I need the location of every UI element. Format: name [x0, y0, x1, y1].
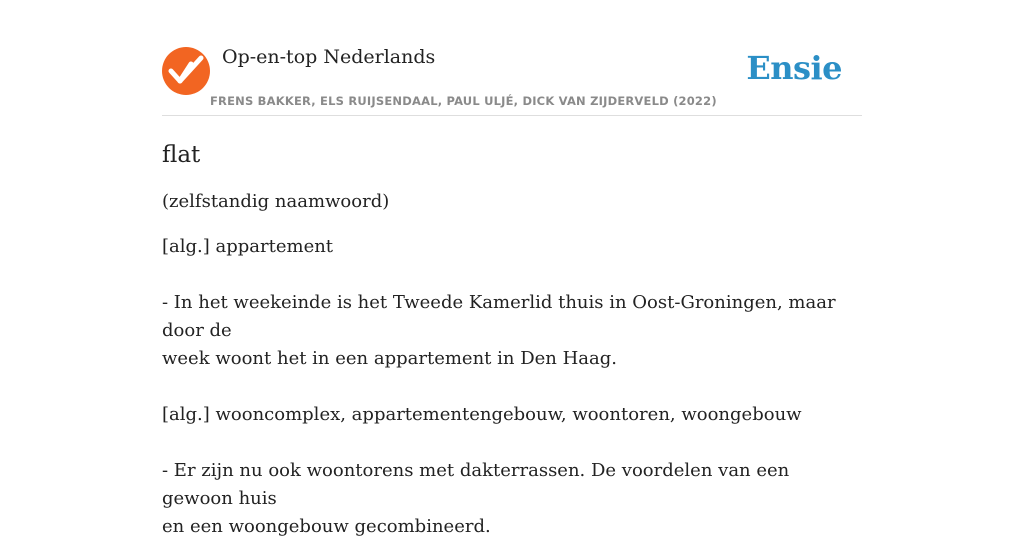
example-1-line-2: week woont het in een appartement in Den Haag. [162, 348, 618, 369]
entry-card [162, 40, 862, 541]
sense-1: [alg.] appartement [162, 236, 334, 257]
example-2-line-2: en een woongebouw gecombineerd. [162, 516, 491, 537]
example-2-line-1: - Er zijn nu ook woontorens met dakterrassen. De voordelen van een gewoon huis [162, 460, 790, 509]
ensie-logo-link[interactable]: Ensie [746, 49, 842, 87]
headword: flat [162, 142, 201, 168]
authors-line: FRENS BAKKER, ELS RUIJSENDAAL, PAUL ULJÉ, DICK VAN ZIJDERVELD (2022) [210, 94, 717, 108]
dictionary-title[interactable]: Op-en-top Nederlands [222, 46, 436, 68]
example-1-line-1: - In het weekeinde is het Tweede Kamerlid thuis in Oost-Groningen, maar door de [162, 292, 836, 341]
entry-header [162, 40, 862, 116]
part-of-speech: (zelfstandig naamwoord) [162, 191, 390, 212]
checkmark-icon [162, 47, 210, 95]
sense-2: [alg.] wooncomplex, appartementengebouw, woontoren, woongebouw [162, 404, 802, 425]
